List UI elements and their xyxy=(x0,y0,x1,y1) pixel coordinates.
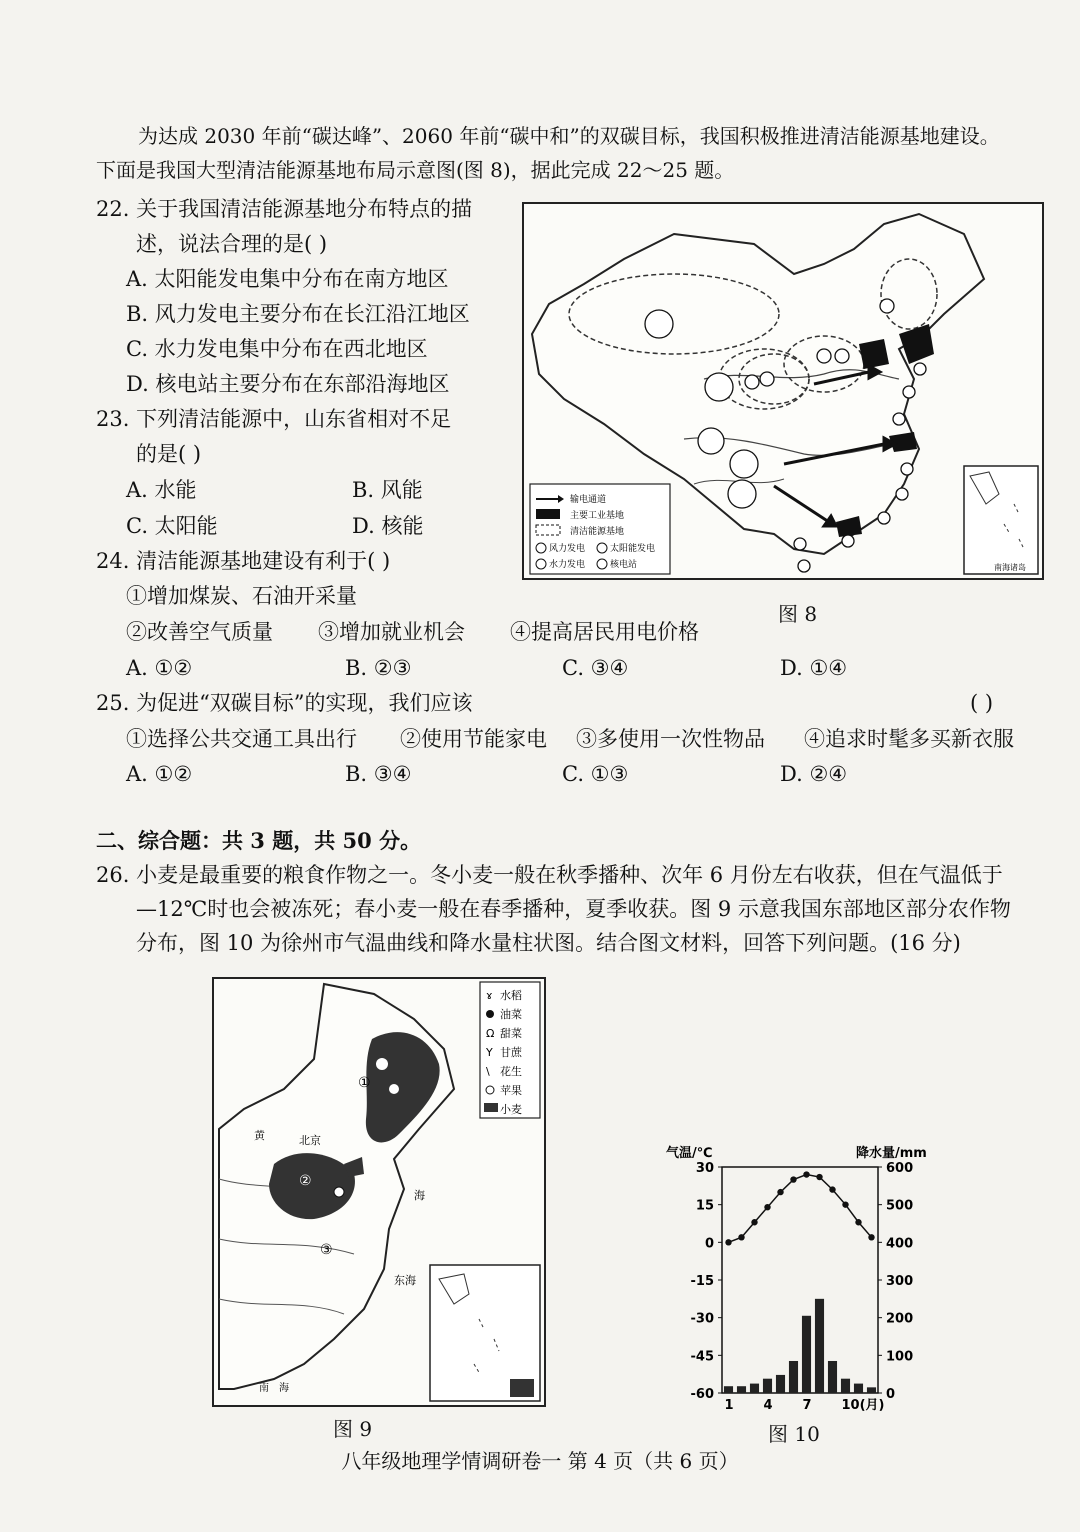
y-left-tick-label: -60 xyxy=(690,1387,714,1402)
wheat-area-northeast xyxy=(366,1032,440,1142)
q24-statement-2: ②改善空气质量 xyxy=(126,620,273,644)
precip-bar xyxy=(763,1379,772,1393)
legend-solar: 太阳能发电 xyxy=(610,544,656,554)
q23-stem-1: 23. 下列清洁能源中，山东省相对不足 xyxy=(96,407,452,431)
q26-line-3: 分布，图 10 为徐州市气温曲线和降水量柱状图。结合图文材料，回答下列问题。(16 分) xyxy=(136,931,961,955)
nuclear-station-icon xyxy=(901,463,913,475)
temperature-point xyxy=(842,1201,848,1207)
q23-option-a: A. 水能 xyxy=(126,478,197,502)
y-right-tick-label: 300 xyxy=(886,1274,914,1289)
south-sea-label-1: 南 xyxy=(259,1383,269,1394)
q22-option-b: B. 风力发电主要分布在长江沿江地区 xyxy=(126,302,470,326)
wind-power-icon xyxy=(817,349,831,363)
intro-line-2: 下面是我国大型清洁能源基地布局示意图(图 8)，据此完成 22～25 题。 xyxy=(96,158,735,182)
y-left-label: 气温/℃ xyxy=(666,1146,713,1161)
wind-power-icon xyxy=(760,372,774,386)
q23-option-c: C. 太阳能 xyxy=(126,514,218,538)
x-tick-label: 7 xyxy=(802,1398,812,1413)
q24-statement-4: ④提高居民用电价格 xyxy=(510,620,699,644)
temperature-point xyxy=(855,1219,861,1225)
y-left-tick-label: 0 xyxy=(704,1236,714,1252)
region-1-label: ① xyxy=(358,1075,371,1091)
legend-beet: 甜菜 xyxy=(500,1027,522,1040)
q24-statement-3: ③增加就业机会 xyxy=(318,620,465,644)
figure-10-chart xyxy=(660,1135,950,1415)
legend-sugarcane: 甘蔗 xyxy=(500,1046,522,1059)
q24-option-a: A. ①② xyxy=(126,656,193,680)
q26-line-1: 26. 小麦是最重要的粮食作物之一。冬小麦一般在秋季播种、次年 6 月份左右收获，但在气温低于 xyxy=(96,863,1003,887)
figure-8-map xyxy=(522,202,1044,580)
precip-bar xyxy=(867,1387,876,1393)
q23-option-b: B. 风能 xyxy=(352,478,423,502)
region-3-label: ③ xyxy=(320,1242,333,1258)
industry-base-2 xyxy=(859,339,889,369)
svg-text:Ω: Ω xyxy=(486,1027,495,1040)
legend-wind: 风力发电 xyxy=(549,544,586,554)
q25-option-b: B. ③④ xyxy=(345,762,412,786)
q25-statement-3: ③多使用一次性物品 xyxy=(576,727,765,751)
q25-statement-1: ①选择公共交通工具出行 xyxy=(126,727,357,751)
figure-8-legend xyxy=(530,484,670,574)
page-footer: 八年级地理学情调研卷一 第 4 页（共 6 页） xyxy=(341,1449,739,1473)
legend-clean: 清洁能源基地 xyxy=(570,527,625,537)
south-sea-label-2: 海 xyxy=(279,1383,289,1394)
q25-stem: 25. 为促进“双碳目标”的实现，我们应该 xyxy=(96,691,473,715)
q22-option-a: A. 太阳能发电集中分布在南方地区 xyxy=(126,267,449,291)
temperature-point xyxy=(751,1219,757,1225)
climate-chart-svg xyxy=(660,1135,950,1415)
q24-option-d: D. ①④ xyxy=(780,656,848,680)
hydro-power-icon xyxy=(705,373,733,401)
q25-option-d: D. ②④ xyxy=(780,762,848,786)
q25-statement-2: ②使用节能家电 xyxy=(400,727,547,751)
hydro-power-icon xyxy=(698,428,724,454)
legend-rice: 水稻 xyxy=(500,989,522,1002)
temperature-point xyxy=(790,1176,796,1182)
q25-option-a: A. ①② xyxy=(126,762,193,786)
legend-nuclear: 核电站 xyxy=(610,560,638,570)
hydro-power-icon xyxy=(728,480,756,508)
precip-bar xyxy=(737,1386,746,1393)
precip-bar xyxy=(789,1361,798,1393)
legend-wheat: 小麦 xyxy=(500,1103,522,1116)
plot-frame xyxy=(722,1167,878,1393)
legend-industry: 主要工业基地 xyxy=(570,511,625,521)
figure-8-caption: 图 8 xyxy=(778,602,818,626)
nuclear-station-icon xyxy=(896,488,908,500)
q22-option-d: D. 核电站主要分布在东部沿海地区 xyxy=(126,372,450,396)
figure-10-caption: 图 10 xyxy=(768,1422,820,1446)
nuclear-station-icon xyxy=(798,560,810,572)
y-right-tick-label: 0 xyxy=(886,1387,896,1402)
y-right-tick-label: 200 xyxy=(886,1311,914,1327)
wind-power-icon xyxy=(880,299,894,313)
beijing-label: 北京 xyxy=(299,1134,321,1147)
q26-line-2: —12℃时也会被冻死；春小麦一般在春季播种，夏季收获。图 9 示意我国东部地区部分农作物 xyxy=(136,897,1011,921)
temperature-point xyxy=(725,1239,731,1245)
temperature-point xyxy=(764,1204,770,1210)
y-right-tick-label: 500 xyxy=(886,1198,914,1214)
temperature-point xyxy=(816,1174,822,1180)
svg-text:Y: Y xyxy=(486,1046,493,1059)
nuclear-station-icon xyxy=(878,512,890,524)
temperature-point xyxy=(829,1186,835,1192)
precip-bar xyxy=(854,1384,863,1393)
y-right-tick-label: 400 xyxy=(886,1236,914,1252)
q24-statement-1: ①增加煤炭、石油开采量 xyxy=(126,584,357,608)
svg-text:\: \ xyxy=(486,1065,490,1078)
q24-option-b: B. ②③ xyxy=(345,656,412,680)
q22-stem-1: 22. 关于我国清洁能源基地分布特点的描 xyxy=(96,197,473,221)
south-sea-inset xyxy=(964,466,1038,574)
legend-apple: 苹果 xyxy=(500,1084,522,1097)
y-left-tick-label: -30 xyxy=(690,1311,714,1327)
temperature-point xyxy=(803,1171,809,1177)
q22-option-c: C. 水力发电集中分布在西北地区 xyxy=(126,337,428,361)
inset-label: 南海诸岛 xyxy=(994,563,1026,572)
nuclear-station-icon xyxy=(794,538,806,550)
x-tick-label: 10(月) xyxy=(841,1398,885,1413)
x-tick-label: 1 xyxy=(724,1398,734,1413)
legend-rapeseed: 油菜 xyxy=(500,1008,522,1021)
precip-bar xyxy=(776,1375,785,1393)
figure-9-map xyxy=(212,977,546,1407)
nuclear-station-icon xyxy=(903,386,915,398)
q25-statement-4: ④追求时髦多买新衣服 xyxy=(804,727,1014,751)
y-right-tick-label: 100 xyxy=(886,1349,914,1365)
fig9-south-sea-inset xyxy=(430,1265,540,1401)
q22-stem-2: 述，说法合理的是( ) xyxy=(136,232,328,256)
sea-label: 海 xyxy=(414,1189,425,1202)
q25-answer-bracket: ( ) xyxy=(970,691,994,715)
yellow-river-label: 黄 xyxy=(254,1129,265,1142)
figure-9-caption: 图 9 xyxy=(333,1417,373,1441)
temperature-point xyxy=(868,1234,874,1240)
precip-bar xyxy=(815,1299,824,1393)
x-tick-label: 4 xyxy=(763,1398,773,1413)
wind-power-icon xyxy=(645,310,673,338)
y-left-tick-label: -45 xyxy=(690,1349,714,1365)
precip-bar xyxy=(802,1316,811,1393)
solar-power-icon xyxy=(730,450,758,478)
precip-bar xyxy=(750,1384,759,1393)
wind-power-icon xyxy=(745,375,759,389)
y-left-tick-label: 30 xyxy=(695,1161,714,1176)
precip-bar xyxy=(828,1361,837,1393)
q23-option-d: D. 核能 xyxy=(352,514,424,538)
temperature-point xyxy=(777,1189,783,1195)
y-right-label: 降水量/mm xyxy=(856,1146,927,1161)
temperature-line xyxy=(729,1175,872,1243)
intro-line-1: 为达成 2030 年前“碳达峰”、2060 年前“碳中和”的双碳目标，我国积极推进清洁能源基地建设。 xyxy=(138,124,1000,148)
q23-stem-2: 的是( ) xyxy=(136,442,202,466)
region-2-label: ② xyxy=(299,1173,312,1189)
q24-stem: 24. 清洁能源基地建设有利于( ) xyxy=(96,549,391,573)
y-left-tick-label: -15 xyxy=(690,1274,714,1289)
nuclear-station-icon xyxy=(842,535,854,547)
temperature-point xyxy=(738,1234,744,1240)
precip-bar xyxy=(841,1379,850,1393)
q24-option-c: C. ③④ xyxy=(562,656,629,680)
svg-text:ɤ: ɤ xyxy=(486,989,493,1002)
figure-9-legend xyxy=(480,982,540,1118)
legend-channel: 输电通道 xyxy=(570,495,607,505)
legend-hydro: 水力发电 xyxy=(549,560,586,570)
nuclear-station-icon xyxy=(893,413,905,425)
precip-bar xyxy=(724,1386,733,1393)
q25-option-c: C. ①③ xyxy=(562,762,629,786)
east-sea-label: 东海 xyxy=(394,1274,416,1287)
y-left-tick-label: 15 xyxy=(695,1198,714,1214)
nuclear-station-icon xyxy=(914,363,926,375)
legend-peanut: 花生 xyxy=(500,1065,522,1078)
section-2-title: 二、综合题：共 3 题，共 50 分。 xyxy=(96,828,422,853)
wind-power-icon xyxy=(835,349,849,363)
y-right-tick-label: 600 xyxy=(886,1161,914,1176)
